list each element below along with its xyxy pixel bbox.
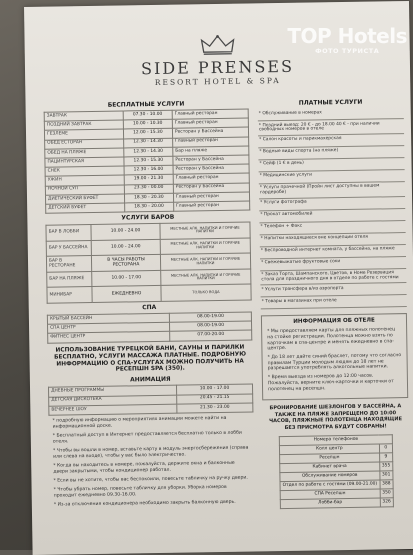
service-time: 23.30 - 00.00 — [124, 184, 173, 194]
left-column — [44, 100, 255, 512]
hotel-info-sheet — [24, 1, 413, 555]
spa-time: 08.00-19.00 — [170, 321, 252, 331]
phone-name: Кабинет врача — [280, 462, 380, 473]
table-row — [47, 284, 251, 303]
service-time: 19.00 - 21.30 — [124, 175, 173, 185]
left-notes — [48, 415, 254, 508]
paid-service-item: * Услуги фотографа — [259, 197, 405, 211]
bar-note: МЕСТНЫЕ АЛК. НАПИТКИ И ГОРЯЧИЕ НАПИТКИ — [160, 222, 250, 239]
paid-service-item: * Сейф (1 € в день) — [258, 158, 404, 172]
info-note: * подробную информацию о мероприятиях анимации можете найти на информационной доске. — [52, 416, 249, 431]
table-row — [49, 403, 253, 415]
hotel-info-title: ИНФОРМАЦИЯ ОБ ОТЕЛЕ — [267, 319, 401, 327]
service-venue: Ресторан у Бассейна — [172, 127, 248, 137]
service-venue: Главный ресторан — [172, 109, 248, 119]
animation-time: 10.00 - 17.00 — [176, 384, 252, 394]
watermark-main: TOP Hotels — [287, 24, 407, 48]
bar-time: 10.00 - 24.00 — [91, 223, 160, 240]
hotel-info-paragraphs — [267, 327, 402, 392]
bar-name: МИНИБАР — [47, 287, 92, 303]
animation-name: ДНЕВНЫЕ ПРОГРАММЫ — [49, 386, 177, 397]
phone-name: Отдел по работе с гостями (09.00-21.00) — [280, 480, 380, 491]
paid-service-item: * Водные виды спорта (на пляже) — [258, 146, 404, 160]
service-venue: Главный ресторан — [173, 137, 249, 147]
info-paragraph: * До 18 лет дайте синий браслет, потому что согласно правилам Турции молодым людям до 18 лет не разрешается употреблять алкогольные напитки. — [268, 353, 402, 372]
phone-name: Колл центр — [279, 444, 379, 455]
phone-number: 388 — [380, 480, 394, 489]
crown-icon — [197, 34, 237, 57]
info-note: * Чтобы убрать номер, повесьте табличку для уборки. Уборка номеров проходит ежедневно 09.30-16.00. — [54, 484, 251, 499]
info-note: * Если вы не хотите, чтобы вас беспокоили, повесьте табличку на ручку двери. — [53, 475, 250, 484]
service-name: ОБЕД НА ПЛЯЖЕ — [45, 148, 124, 158]
logo-name: SIDE PRENSES — [25, 55, 410, 80]
service-venue: Ресторан у Бассейна — [173, 164, 249, 174]
bar-name: БАР У БАССЕЙНА — [46, 240, 91, 256]
service-venue: Бар на пляже — [173, 146, 249, 156]
phone-number: 326 — [380, 498, 394, 507]
bar-note: ТОЛЬКО ВОДА — [161, 284, 251, 301]
paid-service-item: * Телефон + Факс — [259, 221, 405, 235]
animation-table — [48, 384, 253, 416]
spa-name: КРЫТЫЙ БАССЕЙН — [47, 313, 169, 324]
bar-name: БАР НА ПЛЯЖЕ — [47, 271, 92, 287]
service-name: ГЕЗЛЕМЕ — [44, 129, 123, 139]
paid-service-item: * Заказ Торта, Шампанского, Цветов, в Номе Резервация стола для праздничного дня в отделе по работе с гостями — [260, 269, 406, 286]
paid-services-list — [258, 107, 407, 310]
service-venue: Ресторан у Бассейна — [173, 183, 249, 193]
service-name: ОБЕД ЕСТОРАН — [45, 139, 124, 149]
right-column — [258, 98, 410, 510]
paid-service-item: * Прокат автомобилей — [259, 209, 405, 223]
paid-service-item: * Услуги прачечной (Пройн лист доступны в вашем гардеробе) — [259, 182, 405, 199]
bar-services-table — [45, 222, 251, 304]
bar-note: МЕСТНЫЕ АЛК. НАПИТКИ И ГОРЯЧИЕ НАПИТКИ — [160, 253, 250, 270]
phone-number: 301 — [379, 471, 393, 480]
phone-name: Обслуживание номеров — [280, 471, 380, 482]
service-time: 18.30 - 20.30 — [124, 193, 173, 203]
free-services-table — [44, 109, 251, 214]
logo-subtitle: RESORT HOTEL & SPA — [25, 74, 410, 89]
info-paragraph: * Мы предоставляем карты для пляжных полотенец на стойке регистрации. Полотенца можно взять по карточкам в спа-центре и менять ежедневно в спа-центре. — [267, 327, 401, 352]
paid-service-item: * Напитки находящиеся вне концепции отеля — [260, 233, 406, 247]
service-time: 12.30 - 16.00 — [124, 165, 173, 175]
bar-time: В ЧАСЫ РАБОТЫ РЕСТОРАНА — [92, 255, 161, 272]
service-venue: Ресторан у Бассейна — [173, 155, 249, 165]
phone-name: Ресепшн — [280, 453, 380, 464]
bar-note: МЕСТНЫЕ АЛК. НАПИТКИ И ГОРЯЧИЕ НАПИТКИ — [160, 238, 250, 255]
animation-name: ДЕТСКАЯ ДИСКОТЕКА — [49, 395, 177, 406]
watermark-sub: ФОТО ТУРИСТА — [287, 47, 407, 55]
hotel-info-box — [261, 313, 408, 400]
info-note: * Бесплатный доступ в Интернет предоставляется бесплатно только в лобби отеля. — [53, 430, 250, 445]
info-note: * Когда вы находитесь в номере, пожалуйста, держите окна и балконные двери закрытыми, чтобы кондиционер работал. — [53, 460, 250, 475]
spa-title: СПА — [47, 304, 252, 313]
service-name: ПОЗДНИЙ ЗАВТРАК — [44, 120, 123, 130]
bar-services-title: УСЛУГИ БАРОВ — [45, 214, 250, 223]
bar-name: БАР В РЕСТОРАНЕ — [46, 256, 91, 272]
service-time: 12.00 - 15.30 — [123, 129, 172, 139]
table-row — [280, 498, 393, 509]
paid-service-item: * Свежевыжатые фруктовые соки — [260, 257, 406, 271]
phone-number: 9 — [379, 453, 393, 462]
animation-name: ВЕЧЕРНЕЕ ШОУ — [49, 404, 177, 415]
phones-title: Номера телефонов — [279, 435, 392, 446]
service-name: ЗАВТРАК — [44, 111, 123, 121]
service-venue: Главный ресторан — [174, 201, 250, 211]
info-note: * Чтобы вы вошли в номер, вставьте карту в модуль энергосбережения (справа или слева на входе), чтобы у вас было электричество. — [53, 445, 250, 460]
paid-service-item: * Салон красоты и парикмахерская — [258, 134, 404, 148]
bar-name: БАР В ЛОББИ — [46, 225, 91, 241]
paid-service-item: * Поздний выезд: 20 € - до 18.00 40 € - при наличии свободных номеров в отеле — [258, 119, 404, 136]
paid-service-item: * Товары в магазинах при отеле — [261, 295, 407, 309]
spa-table — [47, 312, 252, 344]
phone-name: СПА Ресепшн — [280, 489, 380, 500]
service-venue: Главный ресторан — [173, 192, 249, 202]
paid-service-item: * Беспроводной интернет комната, у бассейна, на пляже — [260, 245, 406, 259]
animation-time: 20.45 - 21.15 — [177, 394, 253, 404]
spa-note: ИСПОЛЬЗОВАНИЕ ТУРЕЦКОЙ БАНИ, САУНЫ И ПАРИЛКИ БЕСПЛАТНО, УСЛУГИ МАССАЖА ПЛАТНЫЕ. ПОДРОБНУЮ ИНФОРМАЦИЮ О СПА-УСЛУГАХ МОЖНО ПОЛУЧИТЬ НА РЕСЕПШН SPA (350). — [53, 344, 246, 375]
service-time: 07.30 - 10.00 — [123, 110, 172, 120]
service-venue: Главный ресторан — [172, 118, 248, 128]
bar-time: 10.00 - 24.00 — [91, 239, 160, 256]
service-time: 12.30 - 14.30 — [123, 138, 172, 148]
service-time: 12.30 - 14.30 — [124, 147, 173, 157]
phones-table — [279, 435, 394, 510]
phone-number: 355 — [379, 462, 393, 471]
spa-time: 07.00-20.00 — [170, 330, 252, 340]
service-name: ПАЦИНТУРСКАЯ — [45, 157, 124, 167]
paid-service-item: * Услуги трансфера в/из аэропорта — [260, 283, 406, 297]
tophotels-watermark — [287, 24, 407, 55]
service-venue: Главный ресторан — [173, 173, 249, 183]
service-name: НОЧНОЙ СУП — [45, 184, 124, 194]
bar-time: ЕЖЕДНЕВНО — [92, 286, 161, 303]
paid-service-item: * Медицинские услуги — [259, 170, 405, 184]
info-paragraph: * Время выезда из номеров до 12:00 часов. Пожалуйста, верните ключ-карточки и карточки от полотенец на ресепшн. — [268, 373, 402, 392]
phone-number: 0 — [379, 444, 393, 453]
animation-title: АНИМАЦИЯ — [48, 376, 253, 385]
spa-name: ФИТНЕС ЦЕНТР — [48, 332, 170, 343]
booking-notice: БРОНИРОВАНИЕ ШЕЗЛОНГОВ У БАССЕЙНА, А ТАКЖЕ НА ПЛЯЖЕ ЗАПРЕЩЕНО ДО 10:00 ЧАСОВ, ПЛЯЖНЫЕ ПОЛОТЕНЦА НАХОДЯЩИЕ БЕЗ ПРИСМОТРА БУДУТ СОБРАНЫ! — [264, 403, 406, 431]
service-name: ДИЕТИЧЕСКИЙ БУФЕТ — [45, 194, 124, 204]
table-row — [46, 201, 250, 213]
service-time: 18.30 - 20.00 — [124, 202, 173, 212]
bar-note: МЕСТНЫЕ АЛК. НАПИТКИ И ГОРЯЧИЕ НАПИТКИ — [160, 269, 250, 286]
service-time: 12.30 - 15.30 — [124, 156, 173, 166]
animation-time: 21.30 - 23.00 — [177, 403, 253, 413]
phone-number: 350 — [380, 489, 394, 498]
info-note: * Из-за отключения кондиционера необходимо закрыть балконную дверь. — [54, 499, 251, 508]
service-name: СНЕК — [45, 166, 124, 176]
spa-time: 08.00-19.00 — [170, 312, 252, 322]
service-name: ДЕТСКИЙ БУФЕТ — [46, 203, 125, 213]
service-name: УЖИН — [45, 175, 124, 185]
service-time: 10.00 - 10.30 — [123, 119, 172, 129]
phone-name: Лобби-бар — [280, 498, 380, 509]
spa-name: СПА ЦЕНТР — [48, 322, 170, 333]
paid-services-title: ПЛАТНЫЕ УСЛУГИ — [258, 99, 404, 107]
free-services-title: БЕСПЛАТНЫЕ УСЛУГИ — [44, 101, 249, 110]
table-row — [48, 330, 252, 342]
paid-service-item: * Обслуживание в номерах — [258, 107, 404, 121]
bar-time: 10.00 - 17.00 — [92, 270, 161, 287]
